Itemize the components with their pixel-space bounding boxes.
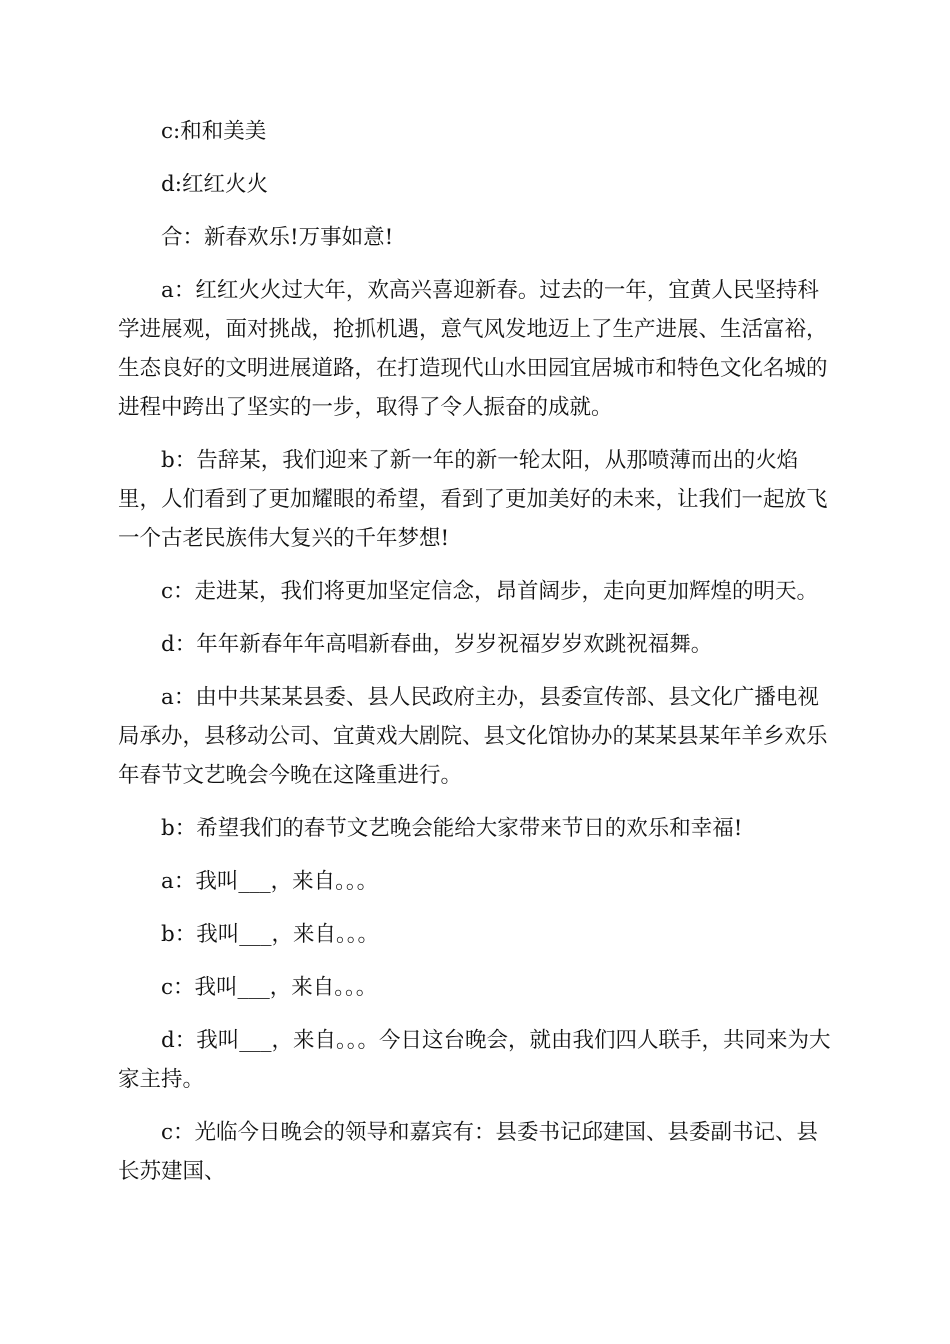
paragraph: b：我叫___，来自。。。	[161, 922, 380, 947]
document-body	[118, 112, 834, 1205]
paragraph: a：我叫___，来自。。。	[161, 869, 379, 894]
paragraph: c：光临今日晚会的领导和嘉宾有：县委书记邱建国、县委副书记、县长苏建国、	[118, 1120, 819, 1184]
paragraph: c:和和美美	[161, 119, 267, 144]
paragraph: a：由中共某某县委、县人民政府主办，县委宣传部、县文化广播电视局承办，县移动公司、宜黄戏大剧院、县文化馆协办的某某县某年羊乡欢乐年春节文艺晚会今晚在这隆重进行。	[118, 685, 828, 788]
paragraph: d：年年新春年年高唱新春曲，岁岁祝福岁岁欢跳祝福舞。	[161, 632, 713, 657]
paragraph: 合：新春欢乐!万事如意!	[161, 225, 394, 250]
paragraph: b：希望我们的春节文艺晚会能给大家带来节日的欢乐和幸福!	[161, 816, 743, 841]
paragraph: b：告辞某，我们迎来了新一年的新一轮太阳，从那喷薄而出的火焰里，人们看到了更加耀眼的希望，看到了更加美好的未来，让我们一起放飞一个古老民族伟大复兴的千年梦想!	[118, 448, 828, 551]
paragraph: a：红红火火过大年，欢高兴喜迎新春。过去的一年，宜黄人民坚持科学进展观，面对挑战，抢抓机遇，意气风发地迈上了生产进展、生活富裕，生态良好的文明进展道路，在打造现代山水田园宜居城市和特色文化名城的进程中跨出了坚实的一步，取得了令人振奋的成就。	[118, 278, 828, 420]
paragraph: d:红红火火	[161, 172, 269, 197]
paragraph: c：走进某，我们将更加坚定信念，昂首阔步，走向更加辉煌的明天。	[161, 579, 819, 604]
paragraph: d：我叫___，来自。。。今日这台晚会，就由我们四人联手，共同来为大家主持。	[118, 1028, 831, 1092]
paragraph: c：我叫___，来自。。。	[161, 975, 378, 1000]
